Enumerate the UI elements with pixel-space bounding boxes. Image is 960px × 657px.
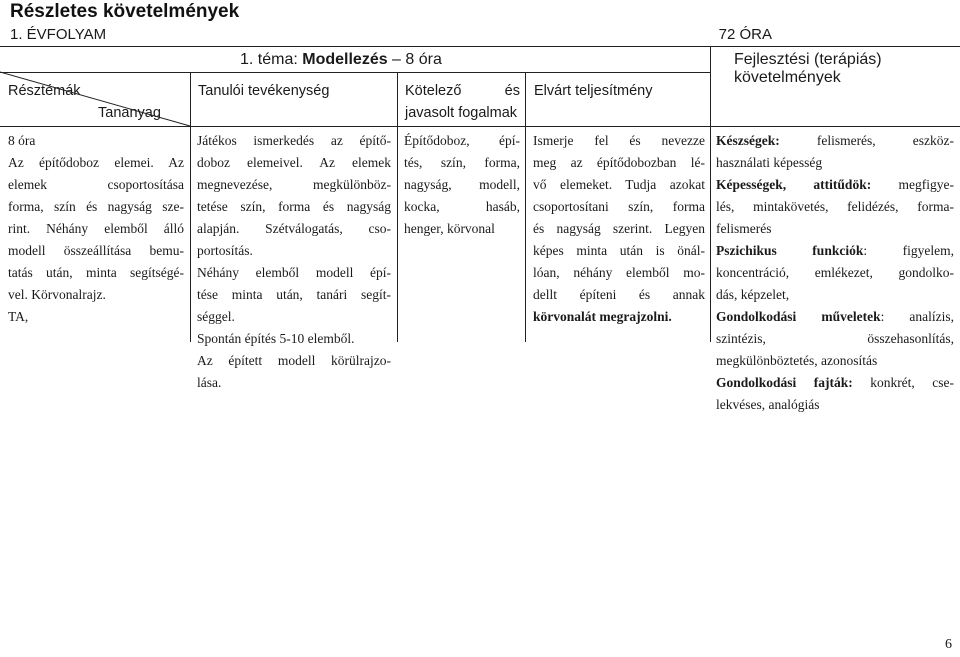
text-line: portosítás. xyxy=(197,243,253,258)
text-line: Ismerje fel és nevezze xyxy=(533,133,705,148)
grade-label: 1. ÉVFOLYAM xyxy=(10,26,107,43)
text-line: tés, szín, forma, xyxy=(404,155,520,170)
text-line: Játékos ismerkedés az építő- xyxy=(197,133,391,148)
text-line: Spontán építés 5-10 elemből. xyxy=(197,331,355,346)
header-performance: Elvárt teljesítmény xyxy=(534,83,653,99)
text-line: 8 óra xyxy=(8,133,36,148)
term-text: dás, képzelet, xyxy=(716,287,790,302)
text-line xyxy=(716,130,954,152)
term-text: felismerés xyxy=(716,221,772,236)
text-line xyxy=(716,152,954,174)
text-line xyxy=(716,218,954,240)
text-line: Az épített modell körülrajzo- xyxy=(197,353,391,368)
text-line: képes minta után is önál- xyxy=(533,243,705,258)
term-bold: Képességek, attitűdök: xyxy=(716,177,872,192)
header-concepts: Kötelező és javasolt fogalmak xyxy=(405,83,520,121)
header-curriculum: Tananyag xyxy=(98,105,161,121)
text-line: vel. Körvonalrajz. xyxy=(8,287,106,302)
cell-development xyxy=(716,130,954,416)
text-line: lóan, néhány elemből mo- xyxy=(533,265,705,280)
text-line: Az építődoboz elemei. Az xyxy=(8,155,184,170)
page-title: Részletes követelmények xyxy=(10,1,240,22)
text-line: doboz elemeivel. Az elemek xyxy=(197,155,391,170)
development-header: Fejlesztési (terápiás) követelmények xyxy=(734,51,882,86)
text-line: tatás után, minta segítségé- xyxy=(8,265,184,280)
text-line: és nagyság szerint. Legyen xyxy=(533,221,705,236)
text-line xyxy=(716,174,954,196)
cell-student-activity xyxy=(197,130,391,394)
cell-curriculum xyxy=(8,130,184,328)
text-line: nagyság, modell, xyxy=(404,177,520,192)
text-line xyxy=(716,196,954,218)
hours-label: 72 ÓRA xyxy=(718,26,772,43)
term-bold: Pszichikus funkciók xyxy=(716,243,864,258)
text-line: csoportosítani szín, forma xyxy=(533,199,705,214)
text-line xyxy=(716,240,954,262)
term-text: megfigye- xyxy=(871,177,954,192)
text-line: Építődoboz, épí- xyxy=(404,133,520,148)
term-text: : figyelem, xyxy=(863,243,954,258)
cell-concepts xyxy=(404,130,520,240)
text-line: tése minta után, tanári segít- xyxy=(197,287,391,302)
text-line: körvonalát megrajzolni. xyxy=(533,309,672,324)
text-line xyxy=(716,328,954,350)
text-line: elemek csoportosítása xyxy=(8,177,184,192)
header-student-activity: Tanulói tevékenység xyxy=(198,83,330,99)
term-bold: Gondolkodási fajták: xyxy=(716,375,853,390)
text-line: TA, xyxy=(8,309,29,324)
text-line: dellt építeni és annak xyxy=(533,287,705,302)
cell-performance xyxy=(533,130,705,328)
text-line: meg az építődobozban lé- xyxy=(533,155,705,170)
term-bold: Gondolkodási műveletek xyxy=(716,309,881,324)
page-number: 6 xyxy=(945,637,952,652)
term-text: szintézis, összehasonlítás, xyxy=(716,331,954,346)
header-subtopics: Résztémák xyxy=(8,83,81,99)
topic-name: Modellezés xyxy=(302,51,388,68)
text-line: henger, körvonal xyxy=(404,221,495,236)
text-line: megnevezése, megkülönböz- xyxy=(197,177,391,192)
text-line: lása. xyxy=(197,375,222,390)
term-bold: Készségek: xyxy=(716,133,780,148)
text-line: vő elemeket. Tudja azokat xyxy=(533,177,705,192)
term-text: megkülönböztetés, azonosítás xyxy=(716,353,878,368)
text-line: forma, szín és nagyság sze- xyxy=(8,199,184,214)
text-line xyxy=(716,306,954,328)
term-text: koncentráció, emlékezet, gondolko- xyxy=(716,265,954,280)
term-text: : analízis, xyxy=(880,309,954,324)
text-line: rint. Néhány elemből álló xyxy=(8,221,184,236)
term-text: lekvéses, analógiás xyxy=(716,397,820,412)
term-text: konkrét, cse- xyxy=(852,375,954,390)
text-line: séggel. xyxy=(197,309,235,324)
text-line: Néhány elemből modell épí- xyxy=(197,265,391,280)
text-line: tetése szín, forma és nagyság xyxy=(197,199,391,214)
term-text: lés, mintakövetés, felidézés, forma- xyxy=(716,199,954,214)
text-line: kocka, hasáb, xyxy=(404,199,520,214)
text-line xyxy=(716,394,954,416)
text-line xyxy=(716,350,954,372)
text-line: modell összeállítása bemu- xyxy=(8,243,184,258)
term-text: használati képesség xyxy=(716,155,823,170)
text-line xyxy=(716,262,954,284)
topic-suffix: – 8 óra xyxy=(387,51,442,68)
term-text: felismerés, eszköz- xyxy=(779,133,954,148)
text-line xyxy=(716,284,954,306)
text-line xyxy=(716,372,954,394)
topic-prefix: 1. téma: xyxy=(240,51,303,68)
text-line: alapján. Szétválogatás, cso- xyxy=(197,221,391,236)
